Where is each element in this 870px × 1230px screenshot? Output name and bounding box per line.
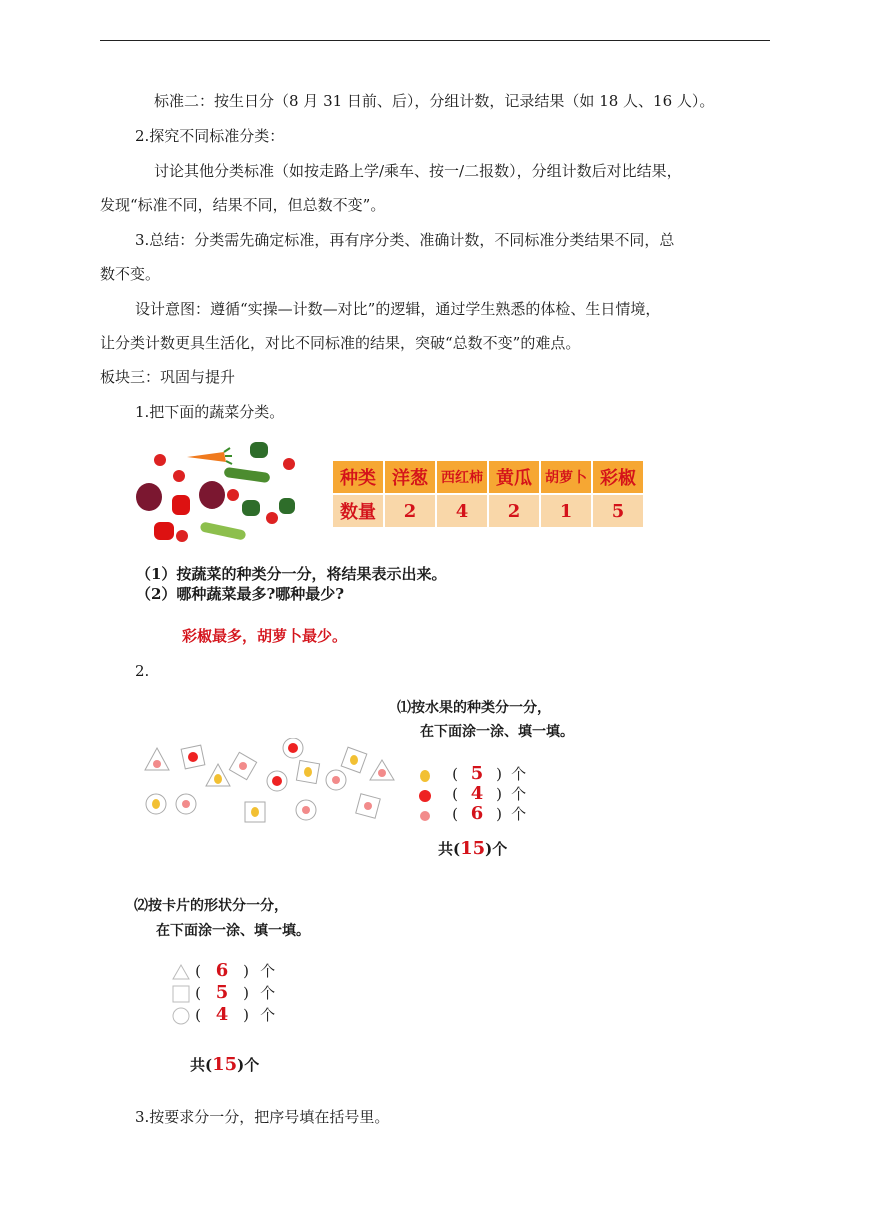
paragraph-discuss-line2: 发现“标准不同，结果不同，但总数不变”。: [100, 196, 386, 214]
pear-icon: [251, 807, 259, 817]
apple-icon: [188, 752, 198, 762]
shape-count-value: 6: [215, 960, 229, 981]
cucumber-icon: [224, 467, 271, 483]
shape-total: [190, 1054, 259, 1076]
peach-icon: [302, 806, 310, 814]
table-row: [332, 494, 644, 528]
table-cell: 5: [592, 494, 644, 528]
fruit-count-row-apple: ( 4 ) 个: [417, 783, 526, 805]
circle-icon: [172, 1007, 190, 1025]
question-2-part-2-sub: 在下面涂一涂、填一填。: [156, 923, 310, 939]
peach-icon: [364, 802, 372, 810]
vegetables-illustration: [132, 440, 312, 552]
question-1-part-2: （2）哪种蔬菜最多?哪种最少?: [136, 585, 345, 603]
cucumber-icon: [199, 521, 246, 540]
unit-label: 个: [260, 984, 276, 1002]
table-cell: 洋葱: [384, 460, 436, 494]
peach-icon: [332, 776, 340, 784]
question-1-part-1: （1）按蔬菜的种类分一分，将结果表示出来。: [136, 565, 447, 583]
table-cell: 数量: [332, 494, 384, 528]
pear-icon: [214, 774, 222, 784]
table-cell: 西红柿: [436, 460, 488, 494]
shape-count-value: 4: [215, 1004, 229, 1025]
peach-icon: [153, 760, 161, 768]
tomato-icon: [227, 489, 239, 501]
question-1-prompt: 1.把下面的蔬菜分类。: [135, 403, 285, 421]
question-2-part-1-title: ⑴按水果的种类分一分，: [397, 700, 551, 716]
section-heading-consolidate: 板块三：巩固与提升: [100, 368, 236, 386]
question-1-answer: 彩椒最多，胡萝卜最少。: [182, 627, 348, 645]
fruit-count-row-pear: ( 5 ) 个: [417, 763, 526, 785]
paragraph-discuss-line1: 讨论其他分类标准（如按走路上学/乘车、按一/二报数），分组计数后对比结果，: [154, 162, 682, 180]
shape-count-row-circle: ( 4 ) 个: [172, 1004, 275, 1026]
red-pepper-icon: [172, 495, 190, 515]
unit-label: 个: [511, 785, 527, 803]
paragraph-summary-line1: 3.总结：分类需先确定标准，再有序分类、准确计数，不同标准分类结果不同，总: [135, 231, 675, 249]
table-cell: 胡萝卜: [540, 460, 592, 494]
unit-label: 个: [511, 805, 527, 823]
shape-count-row-triangle: ( 6 ) 个: [172, 960, 275, 982]
tomato-icon: [283, 458, 295, 470]
table-cell: 2: [384, 494, 436, 528]
total-prefix: 共(: [190, 1056, 213, 1074]
table-cell: 2: [488, 494, 540, 528]
question-2-number: 2.: [135, 662, 150, 680]
table-cell: 彩椒: [592, 460, 644, 494]
question-2-part-1-sub: 在下面涂一涂、填一填。: [420, 724, 574, 740]
peach-icon: [182, 800, 190, 808]
question-3-prompt: 3.按要求分一分，把序号填在括号里。: [135, 1108, 390, 1126]
total-prefix: 共(: [438, 840, 461, 858]
pear-icon: [417, 767, 433, 783]
square-icon: [172, 985, 190, 1003]
tomato-icon: [154, 454, 166, 466]
vegetable-count-table: [331, 459, 645, 529]
table-header-row: [332, 460, 644, 494]
peach-icon: [417, 807, 433, 823]
fruit-count-value: 6: [470, 803, 484, 824]
table-cell: 种类: [332, 460, 384, 494]
paragraph-explore-heading: 2.探究不同标准分类：: [135, 127, 285, 145]
red-pepper-icon: [154, 522, 174, 540]
question-2-part-2-title: ⑵按卡片的形状分一分，: [134, 898, 288, 914]
paragraph-design-line1: 设计意图：遵循“实操—计数—对比”的逻辑，通过学生熟悉的体检、生日情境，: [135, 300, 661, 318]
apple-icon: [288, 743, 298, 753]
fruit-count-row-peach: ( 6 ) 个: [417, 803, 526, 825]
total-value: 15: [212, 1054, 238, 1075]
tomato-icon: [266, 512, 278, 524]
total-suffix: )个: [237, 1056, 260, 1074]
tomato-icon: [176, 530, 188, 542]
green-pepper-icon: [279, 498, 295, 514]
paragraph-design-line2: 让分类计数更具生活化，对比不同标准的结果，突破“总数不变”的难点。: [100, 334, 581, 352]
shape-count-value: 5: [215, 982, 229, 1003]
fruit-cards-illustration: [140, 738, 400, 828]
unit-label: 个: [260, 1006, 276, 1024]
total-value: 15: [460, 838, 486, 859]
paragraph-birthday-standard: 标准二：按生日分（8 月 31 日前、后），分组计数，记录结果（如 18 人、16 人）。: [154, 92, 715, 110]
onion-icon: [136, 483, 162, 511]
carrot-icon: [187, 452, 226, 462]
onion-icon: [199, 481, 225, 509]
triangle-icon: [172, 963, 190, 981]
fruit-count-value: 4: [470, 783, 484, 804]
table-cell: 1: [540, 494, 592, 528]
apple-icon: [272, 776, 282, 786]
pear-icon: [350, 755, 358, 765]
top-rule: [100, 40, 770, 41]
green-pepper-icon: [242, 500, 260, 516]
total-suffix: )个: [485, 840, 508, 858]
pear-icon: [304, 767, 312, 777]
peach-icon: [239, 762, 247, 770]
table-cell: 4: [436, 494, 488, 528]
table-cell: 黄瓜: [488, 460, 540, 494]
shape-count-row-square: ( 5 ) 个: [172, 982, 275, 1004]
green-pepper-icon: [250, 442, 268, 458]
pear-icon: [152, 799, 160, 809]
peach-icon: [378, 769, 386, 777]
unit-label: 个: [511, 765, 527, 783]
unit-label: 个: [260, 962, 276, 980]
fruit-total: [438, 838, 507, 860]
tomato-icon: [173, 470, 185, 482]
fruit-count-value: 5: [470, 763, 484, 784]
paragraph-summary-line2: 数不变。: [100, 265, 161, 283]
apple-icon: [417, 787, 433, 803]
